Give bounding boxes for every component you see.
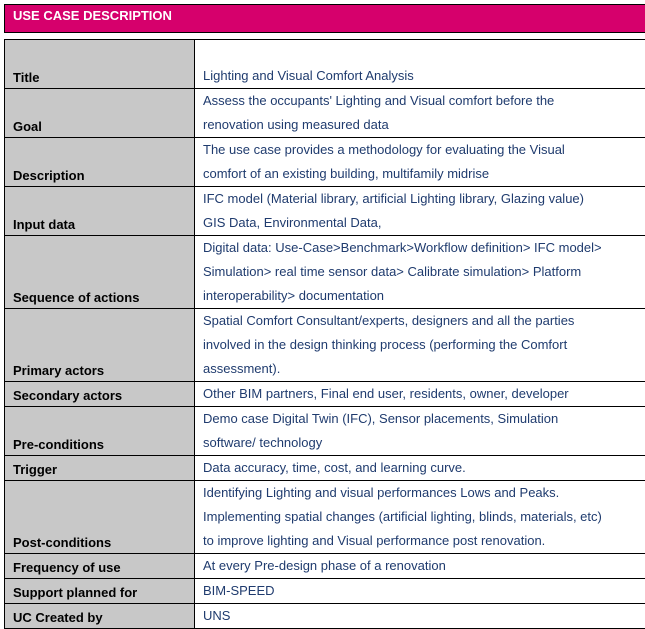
value-line: Identifying Lighting and visual performances Lows and Peaks. [203,481,641,505]
row-label: Trigger [5,456,195,481]
value-line: involved in the design thinking process (performing the Comfort [203,333,641,357]
value-line: renovation using measured data [203,113,641,137]
row-label: UC Created by [5,604,195,629]
value-line: software/ technology [203,431,641,455]
row-value [195,407,645,456]
value-line: comfort of an existing building, multifamily midrise [203,162,641,186]
value-line: Other BIM partners, Final end user, residents, owner, developer [203,382,641,406]
row-label: Goal [5,89,195,138]
table-header: USE CASE DESCRIPTION [5,5,645,33]
row-value [195,40,645,89]
value-line: assessment). [203,357,641,381]
table-row [5,187,645,236]
value-line: GIS Data, Environmental Data, [203,211,641,235]
row-label: Secondary actors [5,382,195,407]
row-label: Description [5,138,195,187]
value-line: Simulation> real time sensor data> Calibrate simulation> Platform [203,260,641,284]
value-line: The use case provides a methodology for evaluating the Visual [203,138,641,162]
table-row [5,407,645,456]
row-label: Post-conditions [5,481,195,554]
value-line [203,40,641,64]
row-value [195,309,645,382]
value-line: Demo case Digital Twin (IFC), Sensor placements, Simulation [203,407,641,431]
value-line: Digital data: Use-Case>Benchmark>Workflow definition> IFC model> [203,236,641,260]
spacer-cell [5,33,645,40]
row-value [195,187,645,236]
table-row [5,456,645,481]
table-row [5,89,645,138]
value-line: Lighting and Visual Comfort Analysis [203,64,641,88]
value-line: interoperability> documentation [203,284,641,308]
row-value [195,382,645,407]
table-row [5,481,645,554]
value-line: to improve lighting and Visual performance post renovation. [203,529,641,553]
table-row [5,579,645,604]
row-label: Support planned for [5,579,195,604]
table-row [5,138,645,187]
table-row [5,309,645,382]
table-row [5,40,645,89]
row-label: Pre-conditions [5,407,195,456]
value-line: Assess the occupants' Lighting and Visual comfort before the [203,89,641,113]
table-row [5,236,645,309]
table-row [5,554,645,579]
value-line: Implementing spatial changes (artificial lighting, blinds, materials, etc) [203,505,641,529]
row-value [195,138,645,187]
value-line: At every Pre-design phase of a renovation [203,554,641,578]
row-label: Primary actors [5,309,195,382]
header-row [5,5,645,33]
row-label: Sequence of actions [5,236,195,309]
row-value [195,554,645,579]
value-line: Spatial Comfort Consultant/experts, designers and all the parties [203,309,641,333]
row-label: Input data [5,187,195,236]
row-value [195,604,645,629]
spacer-row [5,33,645,40]
value-line: Data accuracy, time, cost, and learning curve. [203,456,641,480]
value-line: BIM-SPEED [203,579,641,603]
row-value [195,236,645,309]
value-line: UNS [203,604,641,628]
row-value [195,481,645,554]
table-row [5,604,645,629]
row-label: Title [5,40,195,89]
row-label: Frequency of use [5,554,195,579]
use-case-table [4,4,645,629]
row-value [195,579,645,604]
row-value [195,456,645,481]
row-value [195,89,645,138]
table-row [5,382,645,407]
value-line: IFC model (Material library, artificial Lighting library, Glazing value) [203,187,641,211]
